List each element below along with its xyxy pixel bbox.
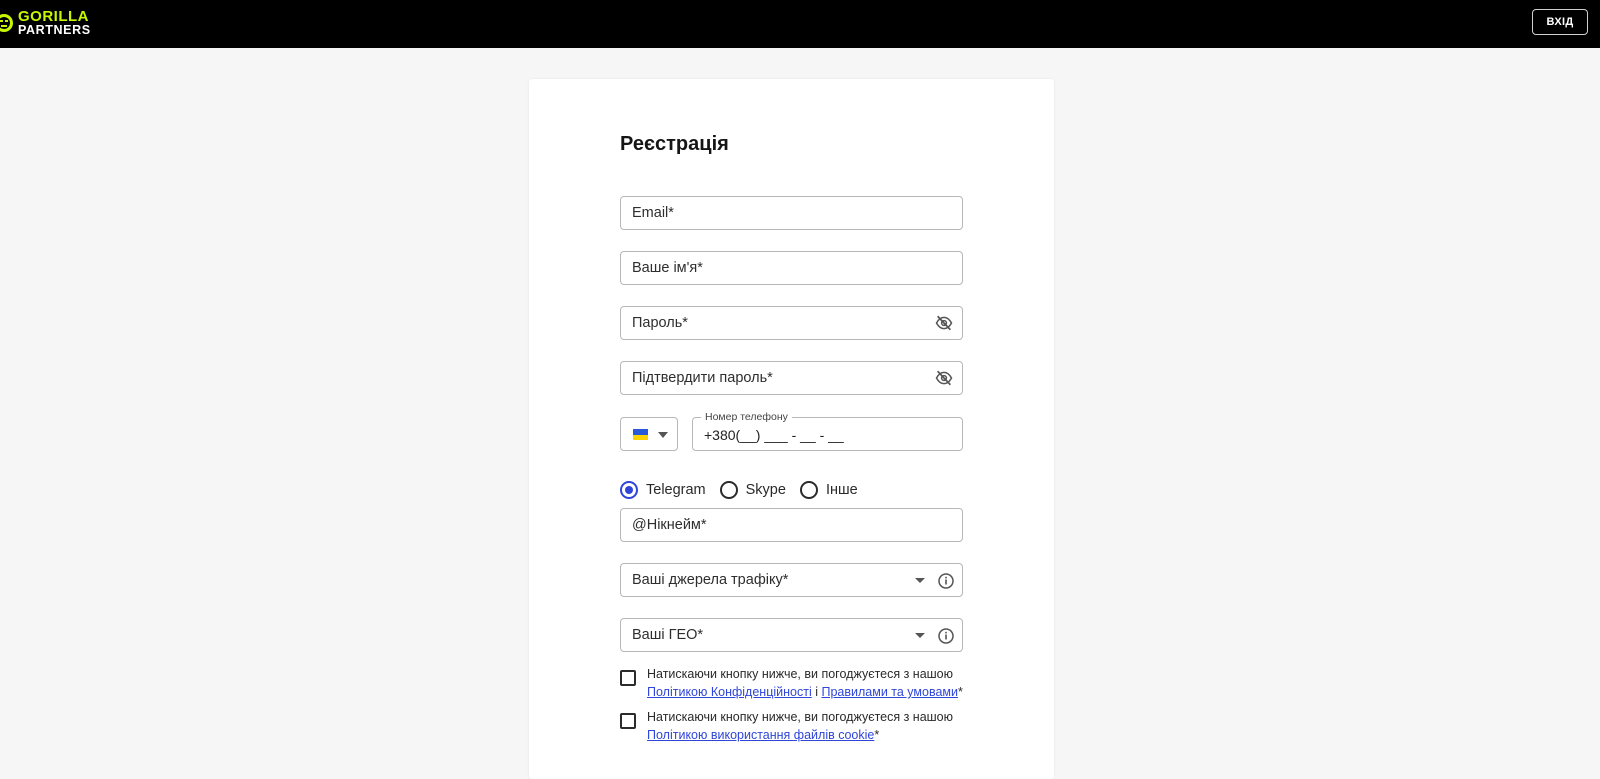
chevron-down-icon[interactable] <box>914 574 926 586</box>
consent-cookies-checkbox[interactable] <box>620 713 636 729</box>
nickname-field[interactable] <box>620 508 963 542</box>
chevron-down-icon <box>658 431 668 439</box>
consent-conjunction: і <box>811 685 822 699</box>
phone-field[interactable] <box>692 411 963 451</box>
ukraine-flag-icon <box>633 429 648 440</box>
consent-cookies-text <box>647 708 953 744</box>
consent-cookies-row <box>620 708 970 744</box>
brand-logo[interactable] <box>0 8 91 38</box>
info-icon[interactable] <box>937 627 955 645</box>
eye-off-icon[interactable] <box>933 313 955 333</box>
login-button[interactable]: ВХІД <box>1532 9 1588 35</box>
confirm-password-placeholder: Підтвердити пароль* <box>632 370 773 386</box>
radio-circle <box>620 481 638 499</box>
consent-privacy-text <box>647 665 963 701</box>
phone-value: +380(__) ___ - __ - __ <box>704 427 844 443</box>
radio-circle <box>800 481 818 499</box>
required-mark: * <box>957 685 963 699</box>
radio-other[interactable] <box>800 481 858 499</box>
consent-cookies-intro: Натискаючи кнопку нижче, ви погоджуєтеся з нашою <box>647 710 954 724</box>
radio-skype[interactable] <box>720 481 786 499</box>
radio-telegram[interactable] <box>620 481 706 499</box>
info-icon[interactable] <box>937 572 955 590</box>
geo-placeholder: Ваші ГЕО* <box>632 627 704 643</box>
chevron-down-icon[interactable] <box>914 629 926 641</box>
geo-select[interactable] <box>620 618 963 652</box>
name-placeholder: Ваше ім'я* <box>632 260 703 276</box>
country-selector[interactable] <box>620 417 678 451</box>
terms-link[interactable]: Правилами та умовами <box>821 685 958 699</box>
name-field[interactable] <box>620 251 963 285</box>
page-title: Реєстрація <box>620 133 729 155</box>
top-bar <box>0 0 1600 48</box>
required-mark: * <box>874 728 880 742</box>
consent-privacy-checkbox[interactable] <box>620 670 636 686</box>
logo-text-partners: PARTNERS <box>18 23 91 38</box>
messenger-radio-group <box>620 480 872 500</box>
logo-text-gorilla: GORILLA <box>18 8 89 26</box>
traffic-sources-select[interactable] <box>620 563 963 597</box>
radio-label: Telegram <box>646 482 706 498</box>
password-field[interactable] <box>620 306 963 340</box>
confirm-password-field[interactable] <box>620 361 963 395</box>
cookie-policy-link[interactable]: Політикою використання файлів cookie <box>647 728 875 742</box>
nickname-placeholder: @Нікнейм* <box>632 517 707 533</box>
privacy-policy-link[interactable]: Політикою Конфіденційності <box>647 685 812 699</box>
radio-circle <box>720 481 738 499</box>
traffic-sources-placeholder: Ваші джерела трафіку* <box>632 572 789 588</box>
password-placeholder: Пароль* <box>632 315 688 331</box>
email-placeholder: Email* <box>632 205 674 221</box>
phone-label: Номер телефону <box>701 411 792 423</box>
gorilla-logo-icon <box>0 10 14 36</box>
radio-label: Інше <box>825 482 858 498</box>
consent-privacy-intro: Натискаючи кнопку нижче, ви погоджуєтеся з нашою <box>647 667 954 681</box>
email-field[interactable] <box>620 196 963 230</box>
consent-privacy-row <box>620 665 970 701</box>
eye-off-icon[interactable] <box>933 368 955 388</box>
radio-label: Skype <box>745 482 786 498</box>
